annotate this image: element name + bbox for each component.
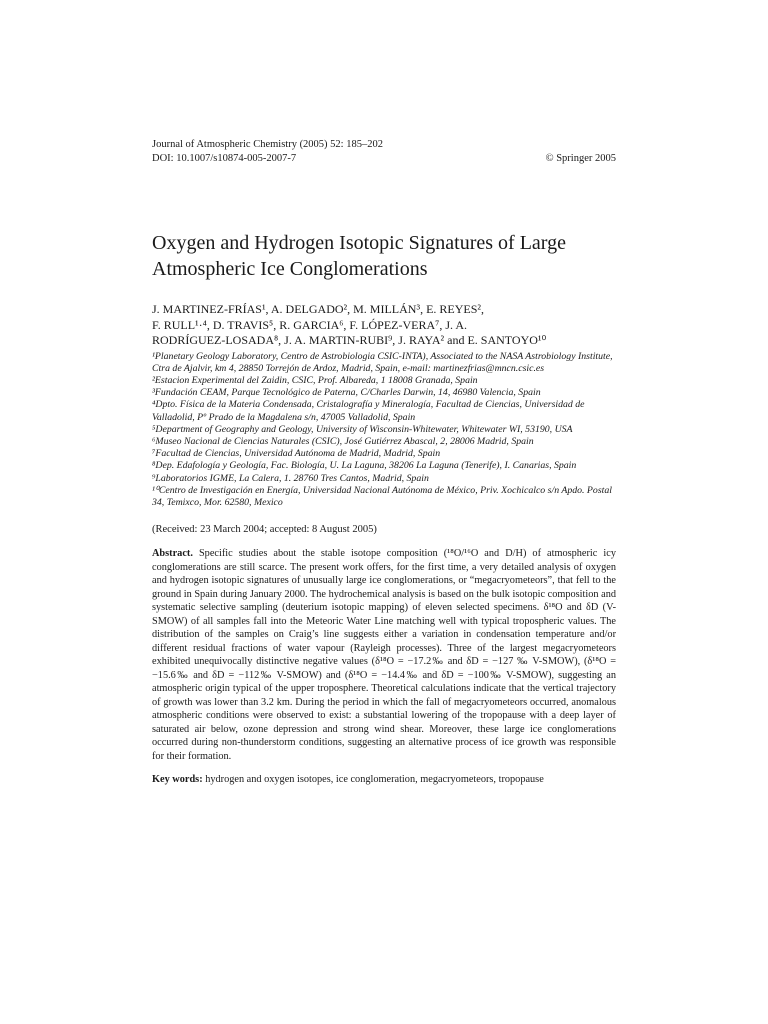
paper-page <box>152 138 616 787</box>
keywords-text: hydrogen and oxygen isotopes, ice conglomeration, megacryometeors, tropopause <box>205 774 544 786</box>
abstract <box>152 547 616 763</box>
affiliation: ²Estacion Experimental del Zaidin, CSIC, Prof. Albareda, 1 18008 Granada, Spain <box>152 374 478 386</box>
journal-copyright: © Springer 2005 <box>545 153 616 164</box>
received-dates: (Received: 23 March 2004; accepted: 8 August 2005) <box>152 524 377 536</box>
author-list <box>152 302 616 349</box>
affiliation: ⁹Laboratorios IGME, La Calera, 1. 28760 Tres Cantos, Madrid, Spain <box>152 472 429 484</box>
affiliation-list <box>152 351 616 510</box>
affiliation: ⁸Dep. Edafología y Geología, Fac. Biología, U. La Laguna, 38206 La Laguna (Tenerife), I. Canarias, Spain <box>152 460 577 472</box>
keywords-label: Key words: <box>152 774 203 786</box>
author-line: F. RULL¹·⁴, D. TRAVIS⁵, R. GARCIA⁶, F. LÓPEZ-VERA⁷, J. A. <box>152 317 467 332</box>
abstract-label: Abstract. <box>152 548 193 560</box>
keywords <box>152 773 616 787</box>
affiliation: ¹Planetary Geology Laboratory, Centro de Astrobiologia CSIC-INTA), Associated to the NASA Astrobiology Institute, Ctra de Ajalvir, km 4, 28850 Torrejón de Ardoz, Madrid, Spain, e-mail: martinezfrias@mncn.csic.es <box>152 350 613 374</box>
journal-citation: Journal of Atmospheric Chemistry (2005) 52: 185–202 <box>152 139 383 150</box>
affiliation: ⁶Museo Nacional de Ciencias Naturales (CSIC), José Gutiérrez Abascal, 2, 28006 Madrid, Spain <box>152 435 534 447</box>
affiliation: ¹⁰Centro de Investigación en Energía, Universidad Nacional Autónoma de México, Priv. Xochicalco s/n Apdo. Postal 34, Temixco, Mor. 62580, Mexico <box>152 484 612 508</box>
journal-header <box>152 138 616 166</box>
abstract-text: Specific studies about the stable isotope composition (¹⁸O/¹⁶O and D/H) of atmospheric icy conglomerations are still scarce. The present work offers, for the first time, a very detailed analysis of oxygen and hydrogen isotopic signatures of unusually large ice conglomerations, or “megacryometeors”, that fell to the ground in Spain during January 2000. The hydrochemical analysis is based on the bulk isotopic composition and systematic selective sampling (deuterium isotopic mapping) of eleven selected specimens. δ¹⁸O and δD (V-SMOW) of all samples fall into the Meteoric Water Line matching well with typical tropospheric values. The distribution of the samples on Craig’s line suggests either a variation in condensation temperature and/or different residual fractions of water vapour (Rayleigh processes). Three of the largest megacryometeors exhibited unequivocally distinctive negative values (δ¹⁸O = −17.2‰ and δD = −127 ‰ V-SMOW), (δ¹⁸O = −15.6‰ and δD = −112‰ V-SMOW) and (δ¹⁸O = −14.4‰ and δD = −100‰ V-SMOW), suggesting an atmospheric origin typical of the upper troposphere. Theoretical calculations indicate that the vertical trajectory of growth was lower than 3.2 km. During the period in which the fall of megacryometeors occurred, anomalous atmospheric conditions were observed to exist: a substantial lowering of the tropopause with a deep layer of saturated air below, ozone depression and strong wind shear. Moreover, these large ice conglomerations occurred during non-thunderstorm conditions, suggesting an alternative process of ice growth was responsible for their formation. <box>152 548 616 762</box>
journal-doi: DOI: 10.1007/s10874-005-2007-7 <box>152 153 297 164</box>
paper-title: Oxygen and Hydrogen Isotopic Signatures of Large Atmospheric Ice Conglomerations <box>152 232 566 280</box>
affiliation: ³Fundación CEAM, Parque Tecnológico de Paterna, C/Charles Darwin, 14, 46980 Valencia, Spain <box>152 387 541 399</box>
affiliation: ⁵Department of Geography and Geology, University of Wisconsin-Whitewater, Whitewater WI, 53190, USA <box>152 423 573 435</box>
author-line: J. MARTINEZ-FRÍAS¹, A. DELGADO², M. MILLÁN³, E. REYES², <box>152 302 484 316</box>
author-line: RODRÍGUEZ-LOSADA⁸, J. A. MARTIN-RUBI⁹, J. RAYA² and E. SANTOYO¹⁰ <box>152 333 547 347</box>
affiliation: ⁷Facultad de Ciencias, Universidad Autónoma de Madrid, Madrid, Spain <box>152 448 441 460</box>
affiliation: ⁴Dpto. Física de la Materia Condensada, Cristalografía y Mineralogía, Facultad de Ciencias, Universidad de Valladolid, Pº Prado de la Magdalena s/n, 47005 Valladolid, Spain <box>152 399 585 423</box>
